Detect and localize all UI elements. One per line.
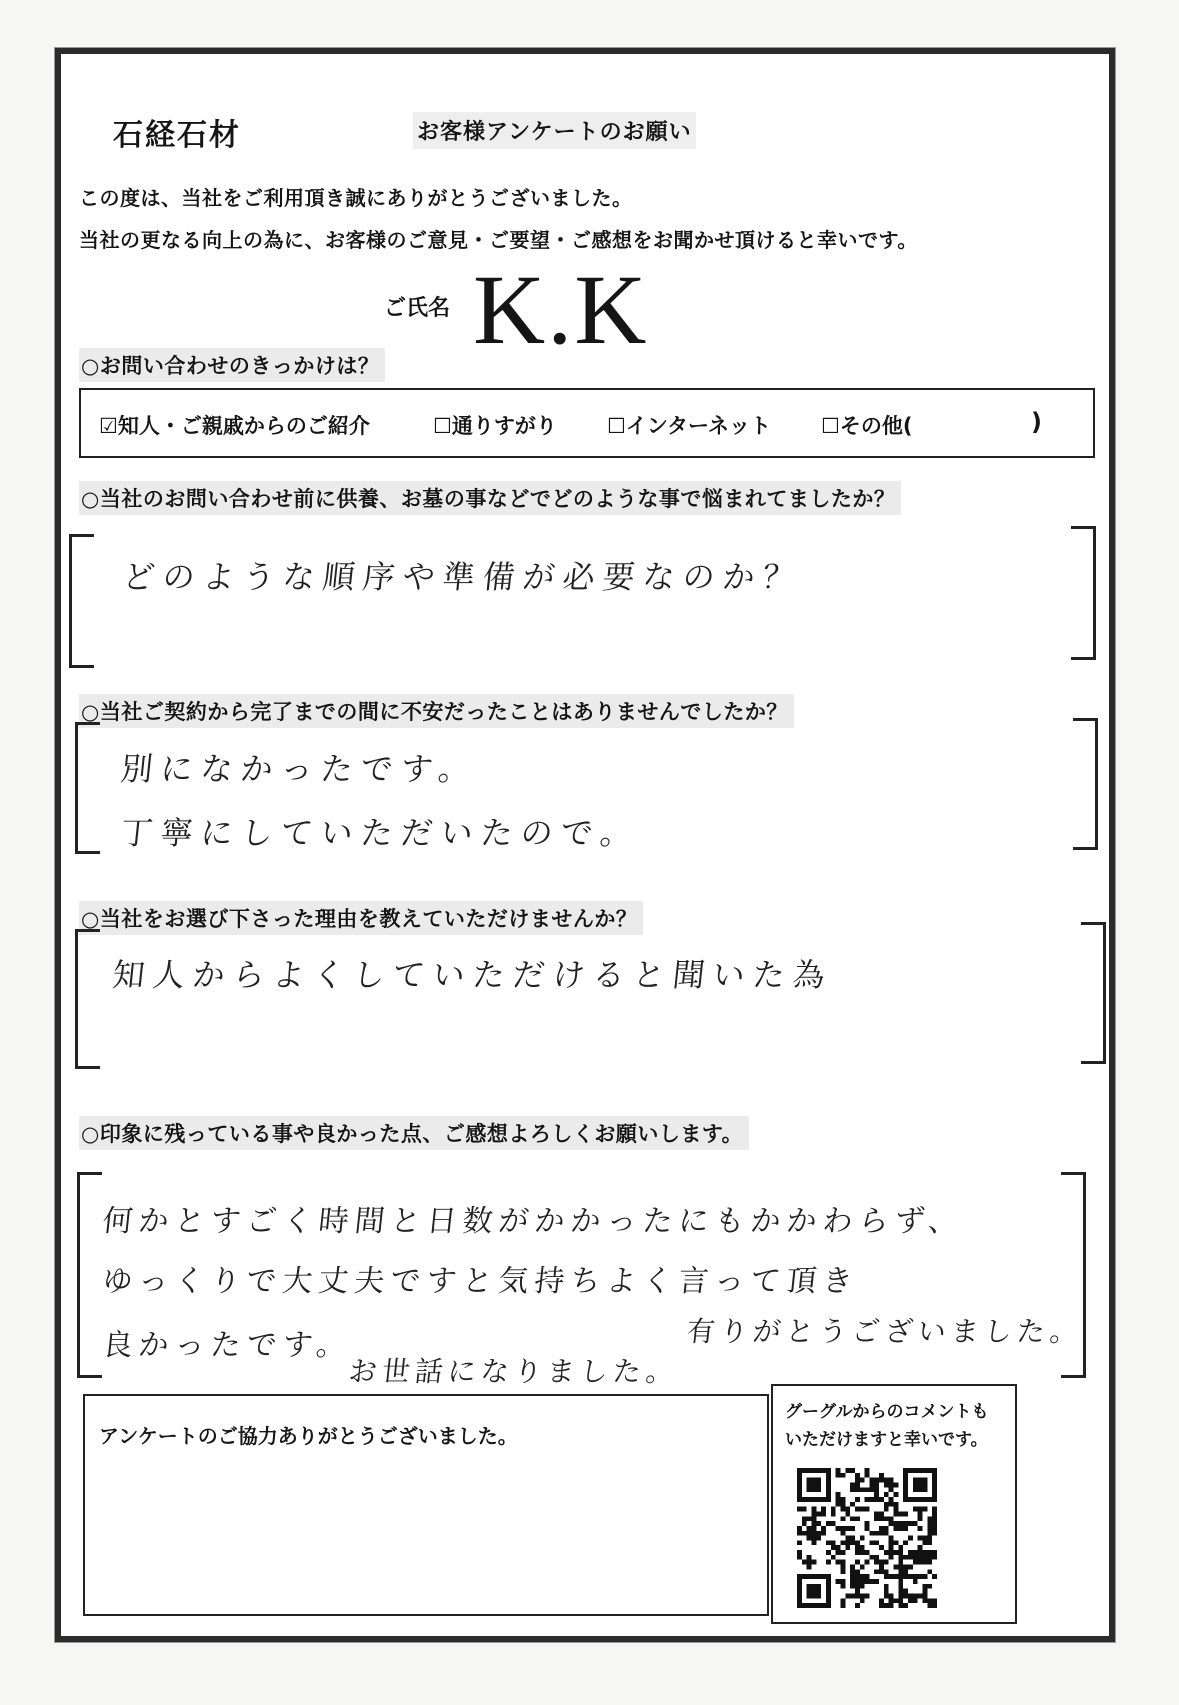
question-5: ○印象に残っている事や良かった点、ご感想よろしくお願いします。 [79, 1116, 749, 1150]
question-3: ○当社ご契約から完了までの間に不安だったことはありませんでしたか？ [79, 694, 794, 728]
thanks-box [83, 1394, 769, 1616]
answer-5-line-1: 何かとすごく時間と日数がかかったにもかかわらず、 [100, 1204, 967, 1239]
answer-3-line-1: 別になかったです。 [118, 750, 481, 788]
answer-bracket-left [75, 929, 100, 1069]
answer-5-line-5: 有りがとうございました。 [685, 1315, 1085, 1348]
option-label: 通りすがり [451, 414, 557, 438]
option-passing-by[interactable] [433, 410, 557, 440]
option-internet[interactable] [607, 410, 771, 440]
intro-line-1: この度は、当社をご利用頂き誠にありがとうございました。 [79, 186, 633, 210]
qr-caption-line-1: グーグルからのコメントも [785, 1402, 989, 1422]
answer-bracket-right [1073, 718, 1098, 850]
unchecked-checkbox-icon[interactable]: ☐ [433, 414, 452, 438]
answer-bracket-right [1081, 922, 1106, 1064]
qr-caption [785, 1398, 1011, 1454]
customer-name-label: ご氏名 [384, 296, 451, 321]
other-close-paren: ) [1031, 408, 1042, 436]
checked-checkbox-icon[interactable]: ☑ [99, 414, 118, 438]
answer-5-line-2: ゆっくりで大丈夫ですと気持ちよく言って頂き [100, 1264, 861, 1299]
option-label: 知人・ご親戚からのご紹介 [117, 414, 370, 438]
question-2: ○当社のお問い合わせ前に供養、お墓の事などでどのような事で悩まれてましたか？ [79, 481, 901, 515]
question-1: ○お問い合わせのきっかけは？ [79, 348, 385, 382]
answer-5-line-4: お世話になりました。 [347, 1355, 681, 1388]
option-label: インターネット [625, 414, 771, 438]
q1-options-box [79, 388, 1095, 458]
answer-bracket-right [1071, 526, 1096, 660]
company-name: 石経石材 [113, 118, 241, 153]
qr-caption-line-2: いただけますと幸いです。 [785, 1430, 988, 1450]
answer-3-line-2: 丁寧にしていただいたので。 [118, 814, 643, 852]
answer-5-line-3: 良かったです。 [100, 1328, 355, 1363]
option-referral[interactable] [99, 410, 370, 440]
answer-4-line-1: 知人からよくしていただけると聞いた為 [110, 956, 835, 994]
question-4: ○当社をお選び下さった理由を教えていただけませんか？ [79, 901, 643, 935]
option-other[interactable] [821, 410, 912, 440]
answer-bracket-left [77, 1172, 102, 1378]
unchecked-checkbox-icon[interactable]: ☐ [607, 414, 626, 438]
option-label: その他( [839, 414, 913, 438]
intro-line-2: 当社の更なる向上の為に、お客様のご意見・ご要望・ご感想をお聞かせ頂けると幸いです。 [79, 228, 918, 252]
google-review-box [771, 1384, 1017, 1624]
answer-bracket-left [69, 534, 94, 668]
qr-code-icon[interactable] [797, 1468, 937, 1608]
customer-name-value: K.K [473, 254, 649, 365]
thanks-message: アンケートのご協力ありがとうございました。 [99, 1424, 518, 1448]
answer-2-line-1: どのような順序や準備が必要なのか？ [120, 558, 805, 596]
survey-title: お客様アンケートのお願い [413, 112, 696, 149]
answer-bracket-left [75, 722, 100, 854]
survey-sheet [55, 48, 1115, 1642]
unchecked-checkbox-icon[interactable]: ☐ [821, 414, 840, 438]
